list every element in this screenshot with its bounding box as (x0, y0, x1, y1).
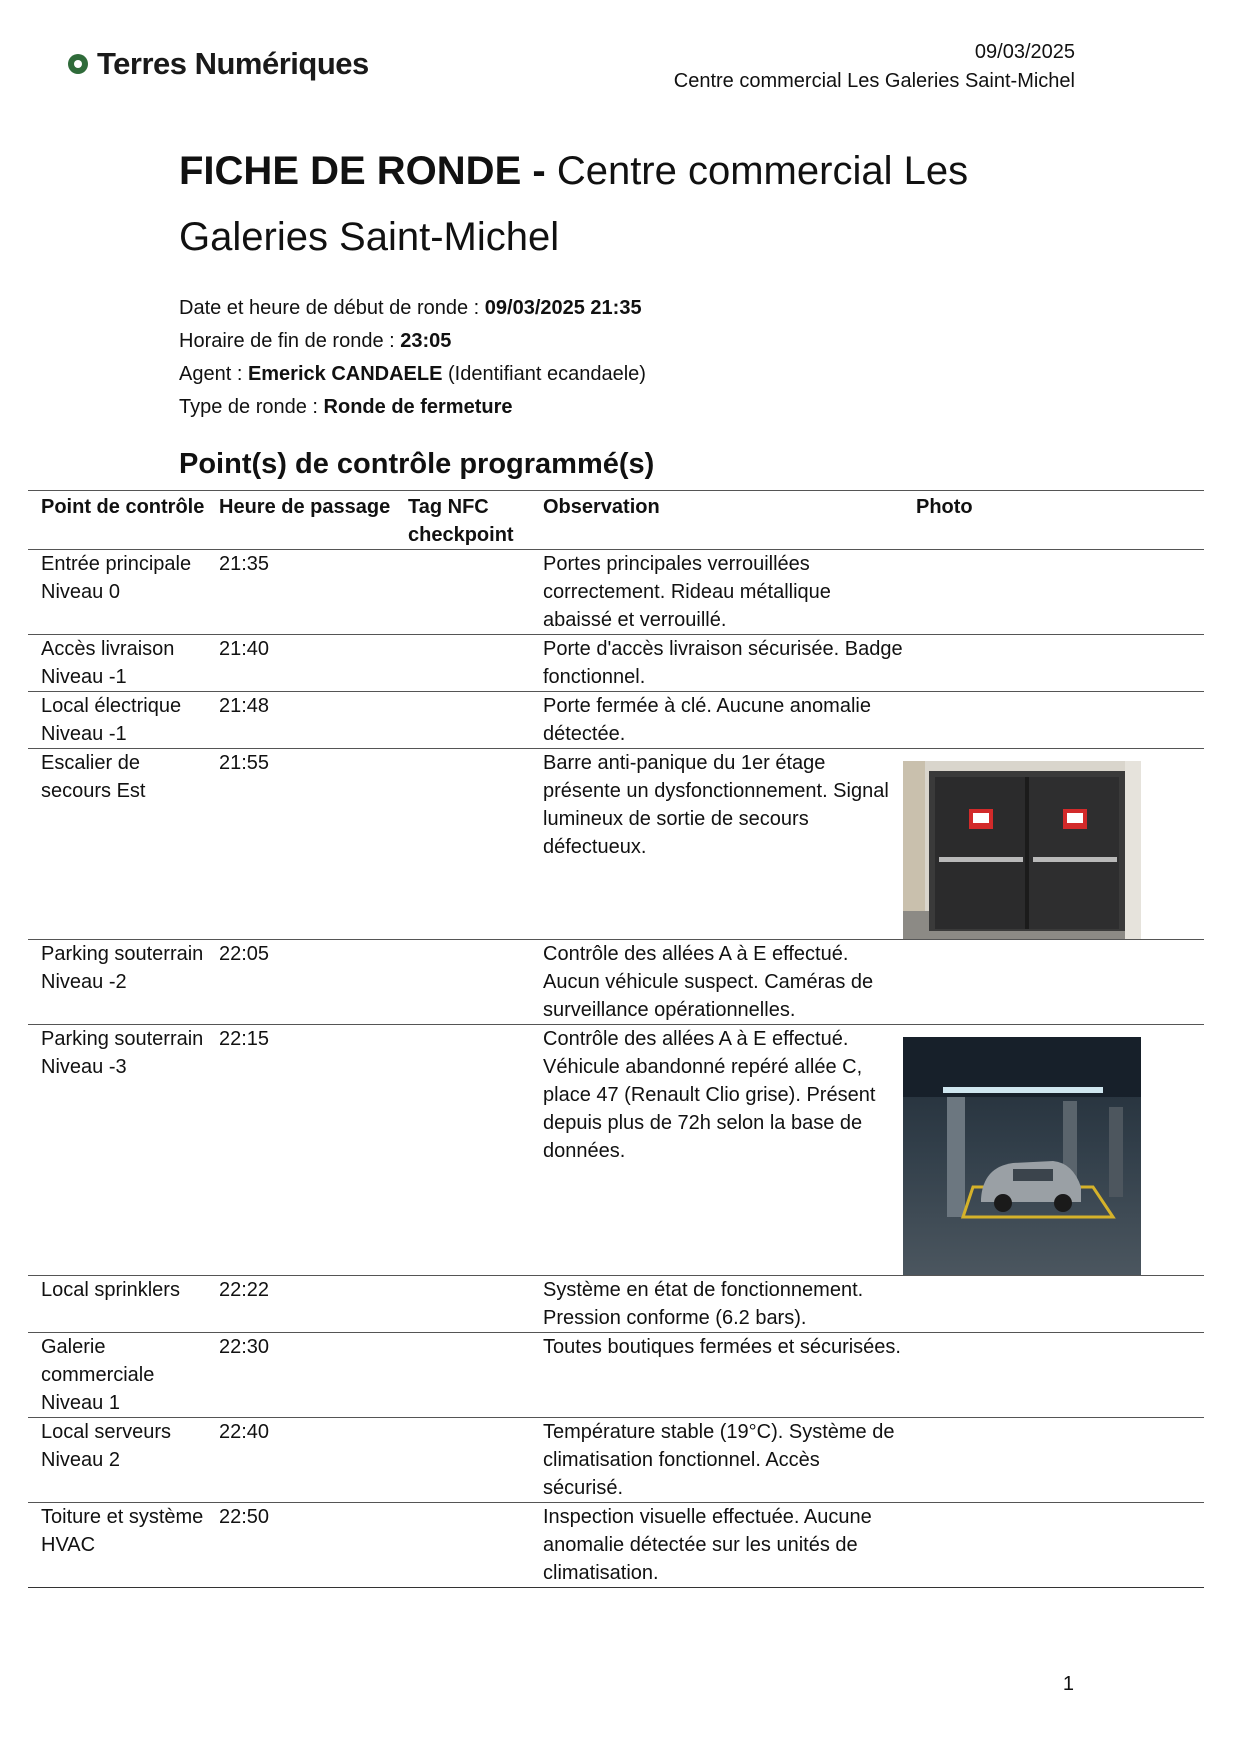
checkpoints-table (28, 490, 1204, 1588)
agent-line (179, 358, 646, 391)
cell-time: 22:40 (206, 1418, 395, 1503)
title-rest: Centre commercial Les Galeries Saint-Michel (179, 149, 969, 259)
header-date: 09/03/2025 (974, 41, 1075, 63)
table-header-row (28, 491, 1204, 550)
table-row (28, 635, 1204, 692)
agent-name: Emerick CANDAELE (247, 363, 443, 385)
end-line (179, 325, 646, 358)
start-label: Date et heure de début de ronde : (179, 297, 485, 319)
cell-time: 22:22 (206, 1276, 395, 1333)
cell-point: Local sprinklers (28, 1276, 206, 1333)
cell-time: 21:35 (206, 550, 395, 635)
cell-photo (903, 550, 1204, 635)
header-photo: Photo (903, 491, 1204, 550)
start-value: 09/03/2025 21:35 (484, 297, 642, 319)
header-observation: Observation (530, 491, 903, 550)
header-point: Point de contrôle (28, 491, 206, 550)
table-row (28, 940, 1204, 1025)
cell-observation: Portes principales verrouillées correctement. Rideau métallique abaissé et verrouillé. (530, 550, 903, 635)
cell-tag (395, 749, 530, 940)
cell-observation: Barre anti-panique du 1er étage présente un dysfonctionnement. Signal lumineux de sortie de secours défectueux. (530, 749, 903, 940)
cell-observation: Contrôle des allées A à E effectué. Aucun véhicule suspect. Caméras de surveillance opérationnelles. (530, 940, 903, 1025)
section-title: Point(s) de contrôle programmé(s) (179, 448, 655, 480)
table-row (28, 1333, 1204, 1418)
cell-tag (395, 1503, 530, 1588)
header-tag: Tag NFC checkpoint (395, 491, 530, 550)
end-label: Horaire de fin de ronde : (179, 330, 401, 352)
cell-point: Local serveurs Niveau 2 (28, 1418, 206, 1503)
cell-photo (903, 1276, 1204, 1333)
cell-photo (903, 692, 1204, 749)
cell-photo (903, 1333, 1204, 1418)
table-row (28, 1418, 1204, 1503)
cell-time: 21:55 (206, 749, 395, 940)
cell-point: Toiture et système HVAC (28, 1503, 206, 1588)
cell-photo (903, 749, 1204, 940)
cell-photo (903, 1503, 1204, 1588)
cell-point: Accès livraison Niveau -1 (28, 635, 206, 692)
table-row (28, 1503, 1204, 1588)
cell-tag (395, 1276, 530, 1333)
cell-time: 22:05 (206, 940, 395, 1025)
table-row (28, 692, 1204, 749)
cell-tag (395, 1025, 530, 1276)
cell-photo (903, 635, 1204, 692)
cell-tag (395, 692, 530, 749)
cell-photo (903, 1418, 1204, 1503)
cell-tag (395, 1333, 530, 1418)
emergency-exit-doors-photo[interactable] (903, 761, 1141, 939)
table-row (28, 550, 1204, 635)
cell-photo (903, 940, 1204, 1025)
title-bold: FICHE DE RONDE - (179, 149, 546, 193)
cell-tag (395, 635, 530, 692)
header-info (674, 38, 1075, 96)
cell-observation: Température stable (19°C). Système de climatisation fonctionnel. Accès sécurisé. (530, 1418, 903, 1503)
logo-mark-icon (68, 54, 88, 74)
agent-label: Agent : (179, 363, 248, 385)
cell-observation: Toutes boutiques fermées et sécurisées. (530, 1333, 903, 1418)
cell-observation: Contrôle des allées A à E effectué. Véhicule abandonné repéré allée C, place 47 (Renault Clio grise). Présent depuis plus de 72h selon la base de données. (530, 1025, 903, 1276)
cell-point: Parking souterrain Niveau -3 (28, 1025, 206, 1276)
cell-point: Galerie commerciale Niveau 1 (28, 1333, 206, 1418)
logo-text: Terres Numériques (97, 46, 369, 81)
cell-time: 21:40 (206, 635, 395, 692)
end-value: 23:05 (400, 330, 452, 352)
cell-time: 22:30 (206, 1333, 395, 1418)
cell-photo (903, 1025, 1204, 1276)
page-number: 1 (1062, 1673, 1074, 1695)
table-row (28, 749, 1204, 940)
cell-point: Local électrique Niveau -1 (28, 692, 206, 749)
cell-point: Escalier de secours Est (28, 749, 206, 940)
cell-point: Parking souterrain Niveau -2 (28, 940, 206, 1025)
cell-time: 22:50 (206, 1503, 395, 1588)
cell-observation: Système en état de fonctionnement. Pression conforme (6.2 bars). (530, 1276, 903, 1333)
type-line (179, 391, 646, 424)
header-site: Centre commercial Les Galeries Saint-Michel (673, 70, 1075, 92)
cell-tag (395, 1418, 530, 1503)
table-row (28, 1025, 1204, 1276)
table-row (28, 1276, 1204, 1333)
cell-tag (395, 940, 530, 1025)
cell-observation: Porte d'accès livraison sécurisée. Badge fonctionnel. (530, 635, 903, 692)
round-info (179, 292, 646, 424)
type-label: Type de ronde : (179, 396, 324, 418)
cell-point: Entrée principale Niveau 0 (28, 550, 206, 635)
cell-observation: Inspection visuelle effectuée. Aucune anomalie détectée sur les unités de climatisation. (530, 1503, 903, 1588)
type-value: Ronde de fermeture (323, 396, 513, 418)
agent-id: (Identifiant ecandaele) (442, 363, 646, 385)
header-time: Heure de passage (206, 491, 395, 550)
page-title (179, 138, 1079, 270)
cell-tag (395, 550, 530, 635)
cell-observation: Porte fermée à clé. Aucune anomalie détectée. (530, 692, 903, 749)
abandoned-car-parking-photo[interactable] (903, 1037, 1141, 1275)
start-line (179, 292, 646, 325)
cell-time: 22:15 (206, 1025, 395, 1276)
cell-time: 21:48 (206, 692, 395, 749)
logo (68, 46, 369, 82)
